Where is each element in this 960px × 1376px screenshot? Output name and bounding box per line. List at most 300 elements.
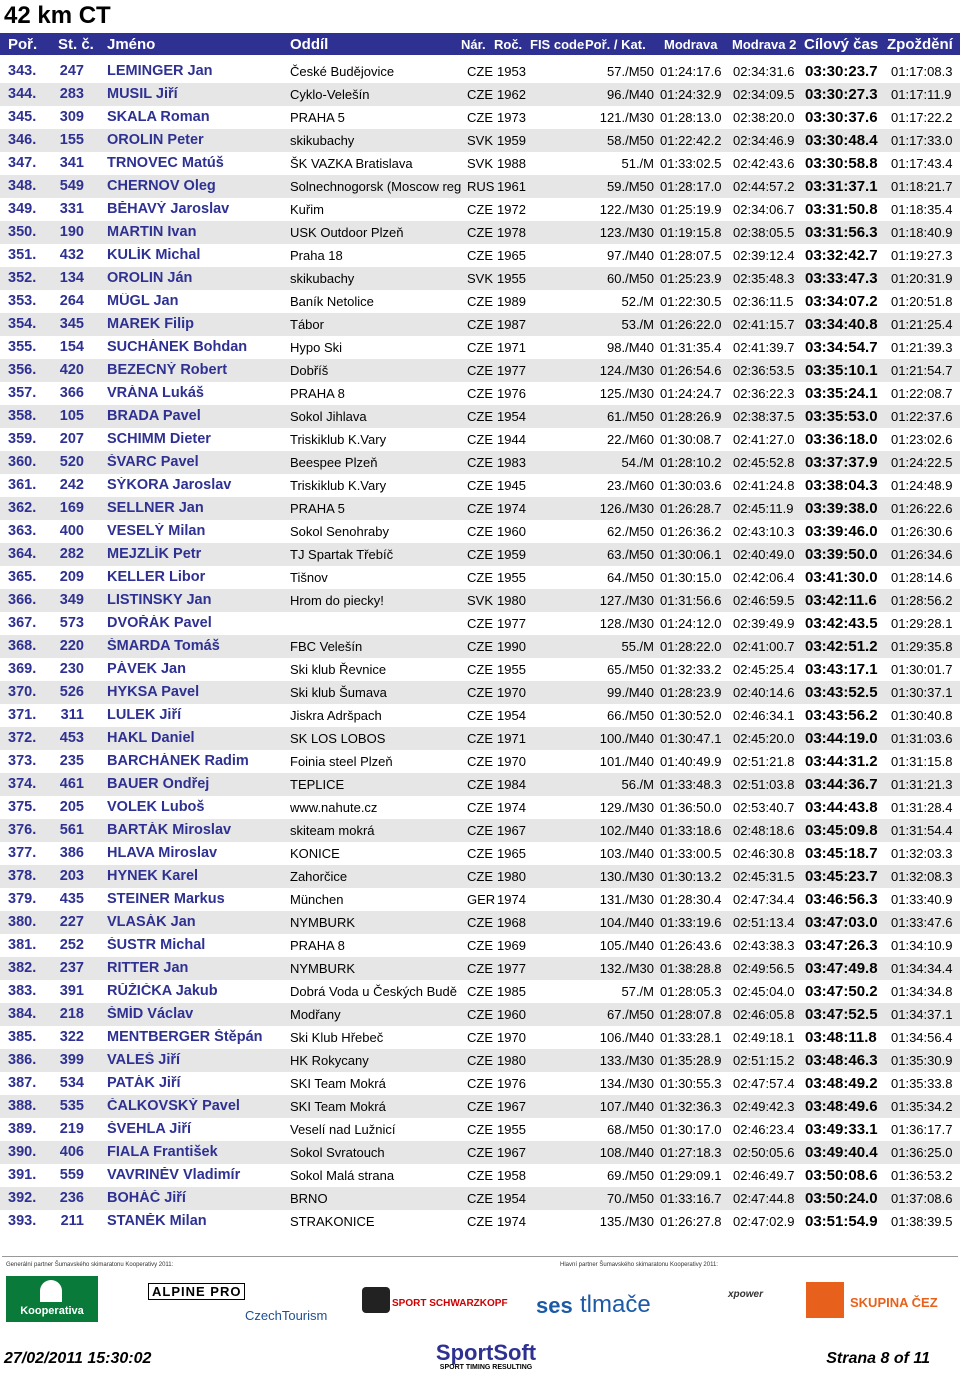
cell-name: KELLER Libor	[107, 569, 206, 585]
table-row	[0, 1003, 960, 1026]
cell-club: Sokol Senohraby	[290, 524, 390, 539]
cell-club: USK Outdoor Plzeň	[290, 225, 404, 240]
cell-m1: 01:36:50.0	[660, 800, 722, 815]
sportsoft-logo	[416, 1340, 556, 1374]
page-number: Strana 8 of 11	[826, 1350, 930, 1367]
cell-time: 03:45:23.7	[805, 868, 878, 885]
cell-m2: 02:47:34.4	[733, 892, 795, 907]
cell-st: 549	[59, 178, 84, 194]
cell-m2: 02:35:48.3	[733, 271, 795, 286]
sportsoft-logo-text: SportSoft	[435, 1340, 537, 1365]
cell-m1: 01:26:54.6	[660, 363, 722, 378]
cell-loss: 01:21:54.7	[891, 363, 953, 378]
cell-por: 354.	[8, 316, 37, 332]
cell-por: 369.	[8, 661, 37, 677]
cell-club: Praha 18	[290, 248, 343, 263]
cell-st: 322	[59, 1029, 84, 1045]
cell-loss: 01:17:43.4	[891, 156, 953, 171]
cell-name: TRNOVEC Matúš	[107, 155, 224, 171]
cell-cat: 130./M30	[599, 869, 654, 884]
cell-m2: 02:46:23.4	[733, 1122, 795, 1137]
cell-cat: 133./M30	[599, 1053, 654, 1068]
cell-por: 363.	[8, 523, 37, 539]
header-st: St. č.	[58, 36, 94, 53]
cell-time: 03:30:37.6	[805, 109, 878, 126]
cell-m2: 02:38:05.5	[733, 225, 795, 240]
cell-yr: 1976	[497, 1076, 526, 1091]
cell-m1: 01:24:17.6	[660, 64, 722, 79]
cell-m1: 01:33:18.6	[660, 823, 722, 838]
cell-time: 03:50:08.6	[805, 1167, 878, 1184]
table-row	[0, 290, 960, 313]
cell-yr: 1955	[497, 1122, 526, 1137]
cell-yr: 1960	[497, 524, 526, 539]
cell-loss: 01:36:25.0	[891, 1145, 953, 1160]
cell-yr: 1985	[497, 984, 526, 999]
cell-por: 362.	[8, 500, 37, 516]
table-row	[0, 1049, 960, 1072]
cell-cat: 100./M40	[599, 731, 654, 746]
cell-time: 03:43:17.1	[805, 661, 878, 678]
cell-por: 385.	[8, 1029, 37, 1045]
cell-m1: 01:31:56.6	[660, 593, 722, 608]
table-row	[0, 244, 960, 267]
table-row	[0, 934, 960, 957]
table-row	[0, 359, 960, 382]
cell-nat: CZE	[467, 708, 493, 723]
cell-nat: CZE	[467, 616, 493, 631]
cell-club: Sokol Malá strana	[290, 1168, 395, 1183]
cell-st: 341	[59, 155, 84, 171]
cell-nat: CZE	[467, 455, 493, 470]
cell-club: Dobříš	[290, 363, 329, 378]
cell-time: 03:30:27.3	[805, 86, 878, 103]
cell-m1: 01:30:03.6	[660, 478, 722, 493]
cell-cat: 63./M50	[607, 547, 654, 562]
ses-logo: ses	[536, 1293, 573, 1318]
cell-club: skikubachy	[290, 271, 355, 286]
cell-m2: 02:40:14.6	[733, 685, 795, 700]
cell-club: Triskiklub K.Vary	[290, 432, 387, 447]
cell-name: MARTIN Ivan	[107, 224, 197, 240]
cell-por: 389.	[8, 1121, 37, 1137]
cell-time: 03:32:42.7	[805, 247, 878, 264]
cell-name: RITTER Jan	[107, 960, 189, 976]
cell-m1: 01:28:22.0	[660, 639, 722, 654]
cell-m2: 02:34:31.6	[733, 64, 795, 79]
cell-name: HLAVA Miroslav	[107, 845, 218, 861]
cell-name: HYKSA Pavel	[107, 684, 200, 700]
cell-club: SKI Team Mokrá	[290, 1099, 386, 1114]
cell-time: 03:30:58.8	[805, 155, 878, 172]
table-row	[0, 129, 960, 152]
cell-por: 345.	[8, 109, 37, 125]
cell-cat: 104./M40	[599, 915, 654, 930]
cell-loss: 01:33:40.9	[891, 892, 953, 907]
cell-name: VAVRINĚV Vladimír	[107, 1167, 241, 1183]
cell-cat: 103./M40	[599, 846, 654, 861]
cell-m1: 01:26:27.8	[660, 1214, 722, 1229]
cell-yr: 1955	[497, 570, 526, 585]
cell-m2: 02:51:03.8	[733, 777, 795, 792]
cell-por: 348.	[8, 178, 37, 194]
cell-time: 03:42:43.5	[805, 615, 878, 632]
cell-por: 357.	[8, 385, 37, 401]
cell-nat: CZE	[467, 1007, 493, 1022]
cell-name: BAUER Ondřej	[107, 776, 210, 792]
cell-nat: GER	[467, 892, 496, 907]
cell-cat: 101./M40	[599, 754, 654, 769]
cell-nat: CZE	[467, 777, 493, 792]
cell-st: 190	[59, 224, 84, 240]
cell-time: 03:45:09.8	[805, 822, 878, 839]
cell-name: PATÁK Jiří	[107, 1075, 181, 1091]
cell-por: 361.	[8, 477, 37, 493]
cell-name: BĚHAVÝ Jaroslav	[107, 201, 230, 217]
cell-time: 03:43:56.2	[805, 707, 878, 724]
cell-time: 03:39:50.0	[805, 546, 878, 563]
cell-loss: 01:31:15.8	[891, 754, 953, 769]
cell-yr: 1977	[497, 961, 526, 976]
table-row	[0, 612, 960, 635]
cell-m2: 02:34:06.7	[733, 202, 795, 217]
cell-club: PRAHA 8	[290, 386, 345, 401]
cell-name: ŠVEHLA Jiří	[107, 1121, 192, 1137]
cell-nat: CZE	[467, 1053, 493, 1068]
cell-st: 203	[59, 868, 84, 884]
cell-yr: 1954	[497, 409, 526, 424]
cell-m1: 01:28:10.2	[660, 455, 722, 470]
cell-nat: CZE	[467, 478, 493, 493]
cell-cat: 124./M30	[599, 363, 654, 378]
cell-nat: CZE	[467, 340, 493, 355]
cell-club: skiteam mokrá	[290, 823, 375, 838]
cell-m2: 02:47:44.8	[733, 1191, 795, 1206]
header-fis: FIS code	[530, 37, 585, 52]
cell-club: ŠK VAZKA Bratislava	[290, 156, 413, 171]
cell-st: 242	[59, 477, 84, 493]
cell-club: SKI Team Mokrá	[290, 1076, 386, 1091]
cell-time: 03:47:50.2	[805, 983, 878, 1000]
cell-name: ŠVARC Pavel	[107, 454, 199, 470]
cell-name: VESELÝ Milan	[107, 523, 206, 539]
cell-club: skikubachy	[290, 133, 355, 148]
cell-yr: 1955	[497, 662, 526, 677]
cell-loss: 01:23:02.6	[891, 432, 953, 447]
cell-m1: 01:30:13.2	[660, 869, 722, 884]
cell-m1: 01:26:22.0	[660, 317, 722, 332]
cell-club: FBC Velešín	[290, 639, 363, 654]
cell-name: ŠMARDA Tomáš	[107, 638, 220, 654]
cell-yr: 1974	[497, 892, 526, 907]
cell-loss: 01:32:08.3	[891, 869, 953, 884]
table-row	[0, 267, 960, 290]
cell-time: 03:31:56.3	[805, 224, 878, 241]
cell-cat: 56./M	[621, 777, 654, 792]
cell-m1: 01:29:09.1	[660, 1168, 722, 1183]
cell-yr: 1974	[497, 800, 526, 815]
cell-m1: 01:33:02.5	[660, 156, 722, 171]
cell-nat: CZE	[467, 846, 493, 861]
table-row	[0, 543, 960, 566]
cell-st: 386	[59, 845, 84, 861]
tlmace-logo: tlmače	[580, 1291, 651, 1318]
cell-nat: CZE	[467, 823, 493, 838]
table-header	[0, 33, 960, 55]
cell-yr: 1958	[497, 1168, 526, 1183]
cell-loss: 01:17:11.9	[891, 87, 952, 102]
cell-nat: RUS	[467, 179, 495, 194]
cell-por: 382.	[8, 960, 37, 976]
cell-nat: CZE	[467, 662, 493, 677]
cell-m1: 01:33:16.7	[660, 1191, 722, 1206]
cell-m1: 01:24:12.0	[660, 616, 722, 631]
cell-time: 03:44:19.0	[805, 730, 878, 747]
cell-por: 384.	[8, 1006, 37, 1022]
cell-m1: 01:30:06.1	[660, 547, 722, 562]
table-row	[0, 60, 960, 83]
cell-st: 400	[59, 523, 84, 539]
cell-club: České Budějovice	[290, 64, 395, 79]
cell-yr: 1983	[497, 455, 526, 470]
cell-m2: 02:47:02.9	[733, 1214, 795, 1229]
cell-st: 432	[59, 247, 84, 263]
cell-por: 359.	[8, 431, 37, 447]
cell-club: STRAKONICE	[290, 1214, 375, 1229]
cell-m2: 02:45:52.8	[733, 455, 795, 470]
cell-por: 386.	[8, 1052, 37, 1068]
cell-name: MENTBERGER Štěpán	[107, 1029, 263, 1045]
cell-nat: CZE	[467, 754, 493, 769]
cell-por: 349.	[8, 201, 37, 217]
cell-m1: 01:24:24.7	[660, 386, 722, 401]
cell-m2: 02:43:10.3	[733, 524, 795, 539]
cell-loss: 01:26:22.6	[891, 501, 953, 516]
cell-st: 236	[59, 1190, 84, 1206]
cell-yr: 1980	[497, 1053, 526, 1068]
cell-loss: 01:29:28.1	[891, 616, 953, 631]
cell-yr: 1955	[497, 271, 526, 286]
cell-m2: 02:34:46.9	[733, 133, 795, 148]
cell-m2: 02:46:30.8	[733, 846, 795, 861]
table-row	[0, 1072, 960, 1095]
cell-por: 351.	[8, 247, 37, 263]
cell-yr: 1980	[497, 593, 526, 608]
cell-cat: 134./M30	[599, 1076, 654, 1091]
cell-name: OROLIN Ján	[107, 270, 193, 286]
cell-por: 388.	[8, 1098, 37, 1114]
cell-yr: 1960	[497, 1007, 526, 1022]
table-row	[0, 773, 960, 796]
cell-time: 03:38:04.3	[805, 477, 878, 494]
cell-yr: 1961	[497, 179, 526, 194]
cell-time: 03:36:18.0	[805, 431, 878, 448]
table-row	[0, 865, 960, 888]
cell-st: 559	[59, 1167, 84, 1183]
cell-st: 134	[59, 270, 84, 286]
cell-name: VLASÁK Jan	[107, 914, 196, 930]
cell-club: Dobrá Voda u Českých Budě	[290, 984, 457, 999]
cell-nat: SVK	[467, 593, 494, 608]
cell-loss: 01:21:39.3	[891, 340, 953, 355]
cell-st: 406	[59, 1144, 84, 1160]
cell-m2: 02:44:57.2	[733, 179, 795, 194]
cell-name: BRADA Pavel	[107, 408, 201, 424]
cell-m1: 01:30:15.0	[660, 570, 722, 585]
cell-name: ŠMÍD Václav	[107, 1006, 194, 1022]
cell-loss: 01:34:37.1	[891, 1007, 953, 1022]
cell-nat: CZE	[467, 1030, 493, 1045]
cell-club: Kuřim	[290, 202, 324, 217]
cell-m2: 02:41:39.7	[733, 340, 795, 355]
cell-yr: 1968	[497, 915, 526, 930]
cell-por: 376.	[8, 822, 37, 838]
cell-yr: 1988	[497, 156, 526, 171]
cell-m2: 02:36:11.5	[733, 294, 794, 309]
cell-por: 365.	[8, 569, 37, 585]
cell-name: DVOŘÁK Pavel	[107, 615, 212, 631]
cell-cat: 96./M40	[607, 87, 654, 102]
cell-yr: 1962	[497, 87, 526, 102]
table-row	[0, 1210, 960, 1233]
cell-time: 03:44:36.7	[805, 776, 878, 793]
cell-nat: CZE	[467, 1099, 493, 1114]
cell-loss: 01:17:33.0	[891, 133, 953, 148]
table-row	[0, 175, 960, 198]
cell-club: Ski klub Šumava	[290, 685, 387, 700]
cell-nat: CZE	[467, 961, 493, 976]
cell-m2: 02:46:49.7	[733, 1168, 795, 1183]
cell-m1: 01:30:52.0	[660, 708, 722, 723]
cell-st: 252	[59, 937, 84, 953]
cell-st: 461	[59, 776, 84, 792]
cell-club: Hypo Ski	[290, 340, 343, 355]
cell-m2: 02:34:09.5	[733, 87, 795, 102]
sponsor-caption-right: Hlavní partner Šumavského skimaratonu Kooperativy 2011:	[560, 1262, 718, 1268]
cell-cat: 102./M40	[599, 823, 654, 838]
header-time: Cílový čas	[804, 36, 879, 53]
cell-yr: 1971	[497, 731, 526, 746]
cell-st: 237	[59, 960, 84, 976]
cell-m2: 02:48:18.6	[733, 823, 795, 838]
cell-por: 352.	[8, 270, 37, 286]
alpine-logo: ALPINE PRO	[148, 1283, 245, 1300]
table-row	[0, 1118, 960, 1141]
cell-m2: 02:42:06.4	[733, 570, 795, 585]
cell-cat: 98./M40	[607, 340, 654, 355]
table-row	[0, 83, 960, 106]
cell-loss: 01:35:30.9	[891, 1053, 953, 1068]
czechtourism-logo: CzechTourism	[245, 1308, 328, 1323]
cell-club: Cyklo-Velešín	[290, 87, 370, 102]
cell-por: 347.	[8, 155, 37, 171]
kooperativa-label: Kooperativa	[20, 1305, 84, 1317]
cell-st: 235	[59, 753, 84, 769]
cell-time: 03:39:38.0	[805, 500, 878, 517]
cell-m1: 01:19:15.8	[660, 225, 722, 240]
cell-club: KONICE	[290, 846, 340, 861]
cell-loss: 01:20:31.9	[891, 271, 953, 286]
cell-m2: 02:45:04.0	[733, 984, 795, 999]
cell-m1: 01:26:28.7	[660, 501, 722, 516]
table-row	[0, 451, 960, 474]
cell-st: 399	[59, 1052, 84, 1068]
cell-name: HYNEK Karel	[107, 868, 199, 884]
schwarzkopf-badge-icon	[362, 1287, 390, 1313]
cell-club: Sokol Svratouch	[290, 1145, 385, 1160]
cell-por: 387.	[8, 1075, 37, 1091]
cell-time: 03:47:52.5	[805, 1006, 878, 1023]
cell-club: Solnechnogorsk (Moscow reg	[290, 179, 462, 194]
cell-m2: 02:46:59.5	[733, 593, 795, 608]
cell-por: 356.	[8, 362, 37, 378]
cell-nat: CZE	[467, 294, 493, 309]
cell-cat: 59./M50	[607, 179, 654, 194]
cell-m2: 02:51:21.8	[733, 754, 795, 769]
cell-m1: 01:33:19.6	[660, 915, 722, 930]
cell-yr: 1973	[497, 110, 526, 125]
cell-yr: 1953	[497, 64, 526, 79]
cell-club: PRAHA 8	[290, 938, 345, 953]
results-table	[0, 60, 960, 1233]
cell-cat: 52./M	[621, 294, 654, 309]
cell-st: 535	[59, 1098, 84, 1114]
cell-m2: 02:39:49.9	[733, 616, 795, 631]
cell-name: LISTINSKY Jan	[107, 592, 212, 608]
cell-name: MÜGL Jan	[107, 293, 179, 309]
cell-m2: 02:43:38.3	[733, 938, 795, 953]
cell-name: KULÍK Michal	[107, 247, 201, 263]
cell-yr: 1987	[497, 317, 526, 332]
cell-st: 230	[59, 661, 84, 677]
cell-st: 205	[59, 799, 84, 815]
cell-por: 378.	[8, 868, 37, 884]
cell-cat: 65./M50	[607, 662, 654, 677]
cell-time: 03:51:54.9	[805, 1213, 878, 1230]
cell-yr: 1965	[497, 248, 526, 263]
cell-loss: 01:28:56.2	[891, 593, 953, 608]
cell-m2: 02:51:15.2	[733, 1053, 795, 1068]
cell-st: 345	[59, 316, 84, 332]
cell-por: 393.	[8, 1213, 37, 1229]
cell-name: ČALKOVSKÝ Pavel	[107, 1098, 240, 1114]
cell-m1: 01:40:49.9	[660, 754, 722, 769]
cell-time: 03:47:49.8	[805, 960, 878, 977]
cell-loss: 01:37:08.6	[891, 1191, 953, 1206]
cell-nat: CZE	[467, 386, 493, 401]
cell-st: 391	[59, 983, 84, 999]
cell-nat: CZE	[467, 1145, 493, 1160]
cell-st: 227	[59, 914, 84, 930]
cell-loss: 01:30:01.7	[891, 662, 953, 677]
cell-yr: 1954	[497, 708, 526, 723]
cell-yr: 1967	[497, 1099, 526, 1114]
cell-time: 03:48:11.8	[805, 1029, 877, 1046]
cell-loss: 01:32:03.3	[891, 846, 953, 861]
footer-divider	[2, 1256, 958, 1257]
cell-m2: 02:42:43.6	[733, 156, 795, 171]
cell-club: München	[290, 892, 344, 907]
table-row	[0, 497, 960, 520]
table-row	[0, 198, 960, 221]
cell-loss: 01:34:34.8	[891, 984, 953, 999]
cell-loss: 01:18:40.9	[891, 225, 953, 240]
cell-m2: 02:50:05.6	[733, 1145, 795, 1160]
cell-club: SK LOS LOBOS	[290, 731, 386, 746]
cell-nat: SVK	[467, 156, 494, 171]
cell-nat: CZE	[467, 639, 493, 654]
cell-loss: 01:17:22.2	[891, 110, 953, 125]
